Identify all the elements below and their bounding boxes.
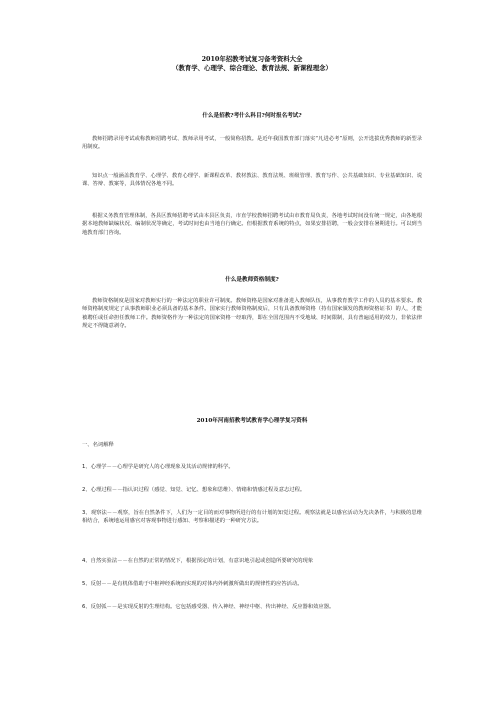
paragraph-exam-schedule: 根据义务教育管理体制，各县区教师招聘考试由本县区负责，市直学校教师招聘考试由市教育局负责，各地考试时间没有统一规定，由各地根据本地教师缺编状况、编制状况等确定，考试时间也由当地自行确定。但根据教育系统的特点，如果安排招聘，一般会安排在暑期进行。可以到当地教育部门咨询。	[82, 213, 422, 236]
list-item-reflex: 5、反射－－是有机体借助于中枢神经系统而实现的对体内外刺激所做出的规律性的应答活动。	[82, 581, 303, 587]
list-item-observation-method: 3、观察法－－观察，旨在自然条件下，人们为一定目的而对事物所进行的有计划的知觉过程。观察法就是以感官活动为先决条件，与积极的思维相结合，系统地运用感官对客观事物进行感知、考察和描述的一种研究方法。	[82, 510, 422, 525]
section-heading-teacher-qualification: 什么是教师资格制度?	[225, 277, 279, 283]
list-item-reflex-arc: 6、反射弧－－是实现反射的生理结构。它包括感受器、传入神经、神经中枢、传出神经、反应器和效应器。	[82, 604, 335, 610]
part-heading-definitions: 一、名词解释	[82, 442, 114, 448]
list-item-natural-experiment: 4、自然实验法－－在自然的正常的情况下，根据预定的计划，有意识地引起或创造所要研究的现象	[82, 558, 314, 564]
section-heading-review-material: 2010年河南招教考试教育学心理学复习资料	[196, 418, 308, 424]
paragraph-qualification-system: 教师资格制度是国家对教师实行的一种法定的职业许可制度。教师资格是国家对准备进入教师队伍，从事教育教学工作的人员的基本要求。教师资格制度规定了从事教师职业必须具备的基本条件。国家实行教师资格制度后，只有具备教师资格（持有国家颁发的教师资格证书）的人，才能被聘任或任命担任教师工作。教师资格作为一种法定的国家资格一经取得，即在全国范围内不受地域、时间限制，具有普遍适用的效力，非依法律规定不得随意剥夺。	[82, 298, 422, 330]
title-line-1: 2010年招教考试复习备考资料大全	[201, 55, 303, 63]
title-line-2: （教育学、心理学、综合理论、教育法规、新课程理念）	[172, 64, 332, 73]
paragraph-zhaojiao-definition: 教师招聘录用考试或称教师招聘考试、教师录用考试，一般简称招教。是近年我国教育部门落实“凡进必考”原则，公开选拔优秀教师的新型录用制度。	[82, 136, 422, 151]
paragraph-exam-subjects: 知识点一般涵盖教育学、心理学、教育心理学、新课程改革、教材教法、教育法规、班级管理、教育写作、公共基础知识、专业基础知识、说课、答辩、教案等，具体情况各地不同。	[82, 173, 422, 188]
list-item-mental-process: 2、心理过程－－指认识过程（感觉、知觉、记忆、想象和思维）、情绪和情感过程及意志过程。	[82, 487, 306, 493]
document-title	[82, 55, 422, 74]
section-heading-zhaojiao: 什么是招教?考什么科目?何时报名考试?	[202, 113, 302, 119]
list-item-psychology: 1、心理学－－心理学是研究人的心理现象及其活动规律的科学。	[82, 464, 234, 470]
